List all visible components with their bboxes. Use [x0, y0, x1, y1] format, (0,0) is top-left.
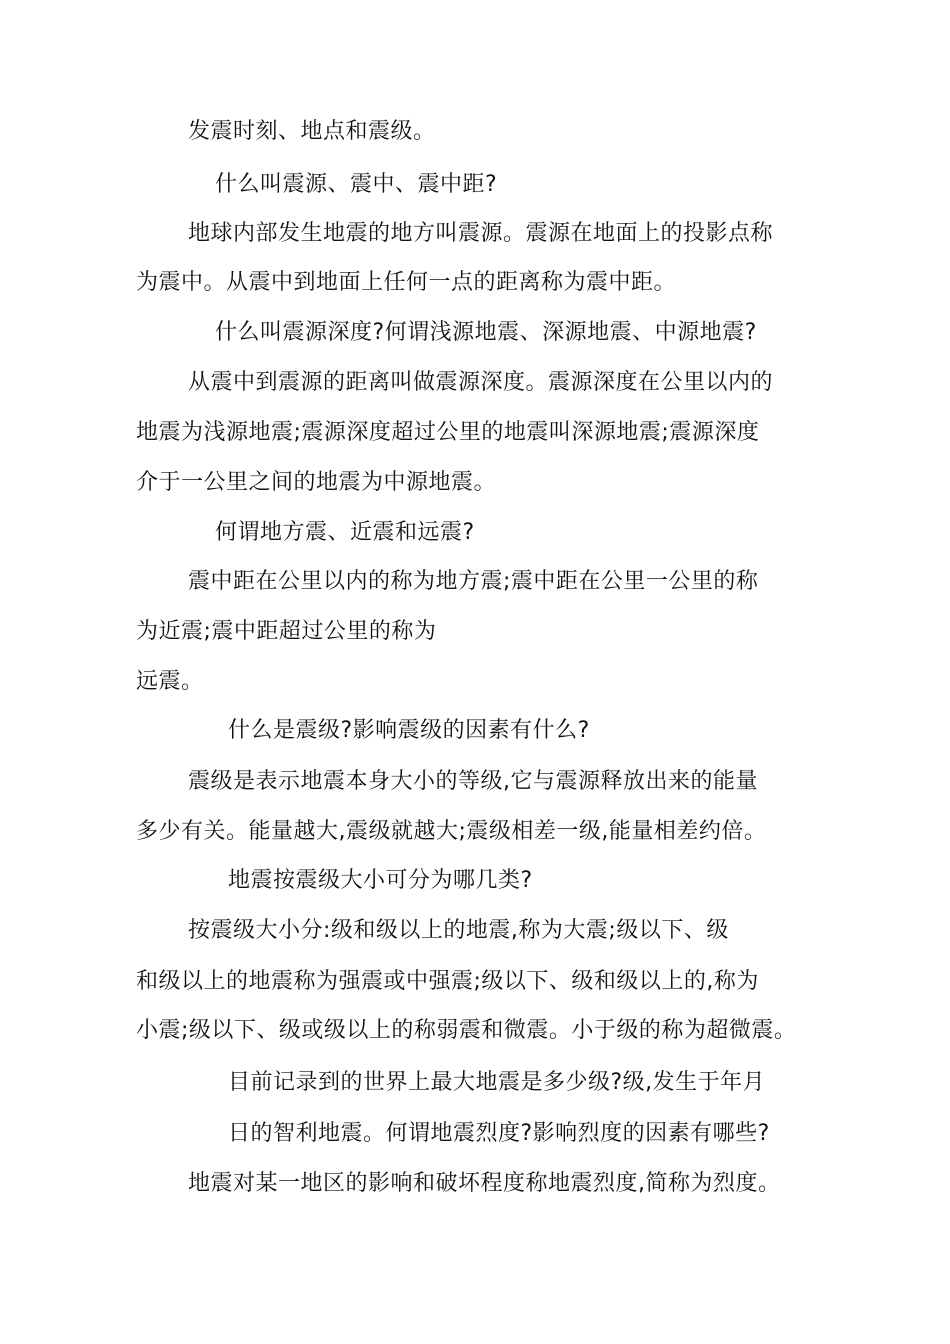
text-line: 介于一公里之间的地震为中源地震。: [136, 470, 497, 495]
text-line: 发震时刻、地点和震级。: [188, 119, 436, 144]
text-line: 从震中到震源的距离叫做震源深度。震源深度在公里以内的: [188, 370, 774, 395]
text-line: 地震为浅源地震;震源深度超过公里的地震叫深源地震;震源深度: [136, 420, 760, 445]
text-line: 多少有关。能量越大,震级就越大;震级相差一级,能量相差约倍。: [136, 819, 767, 844]
question-heading: 什么叫震源深度?何谓浅源地震、深源地震、中源地震?: [215, 320, 757, 345]
text-line: 小震;级以下、级或级以上的称弱震和微震。小于级的称为超微震。: [136, 1018, 797, 1043]
text-line: 震级是表示地震本身大小的等级,它与震源释放出来的能量: [188, 769, 758, 794]
question-heading: 何谓地方震、近震和远震?: [215, 520, 475, 545]
text-line: 地球内部发生地震的地方叫震源。震源在地面上的投影点称: [188, 221, 774, 246]
text-line: 为近震;震中距超过公里的称为: [136, 619, 437, 644]
question-heading: 地震按震级大小可分为哪几类?: [228, 868, 533, 893]
text-line: 为震中。从震中到地面上任何一点的距离称为震中距。: [136, 270, 677, 295]
text-line: 和级以上的地震称为强震或中强震;级以下、级和级以上的,称为: [136, 969, 759, 994]
text-line: 远震。: [136, 669, 204, 694]
question-heading: 什么叫震源、震中、震中距?: [215, 172, 498, 197]
text-line: 震中距在公里以内的称为地方震;震中距在公里一公里的称: [188, 569, 759, 594]
text-line: 地震对某一地区的影响和破坏程度称地震烈度,简称为烈度。: [188, 1171, 781, 1196]
text-line: 按震级大小分:级和级以上的地震,称为大震;级以下、级: [188, 918, 729, 943]
question-heading: 日的智利地震。何谓地震烈度?影响烈度的因素有哪些?: [228, 1121, 770, 1146]
question-heading: 目前记录到的世界上最大地震是多少级?级,发生于年月: [228, 1070, 766, 1095]
question-heading: 什么是震级?影响震级的因素有什么?: [228, 718, 590, 743]
